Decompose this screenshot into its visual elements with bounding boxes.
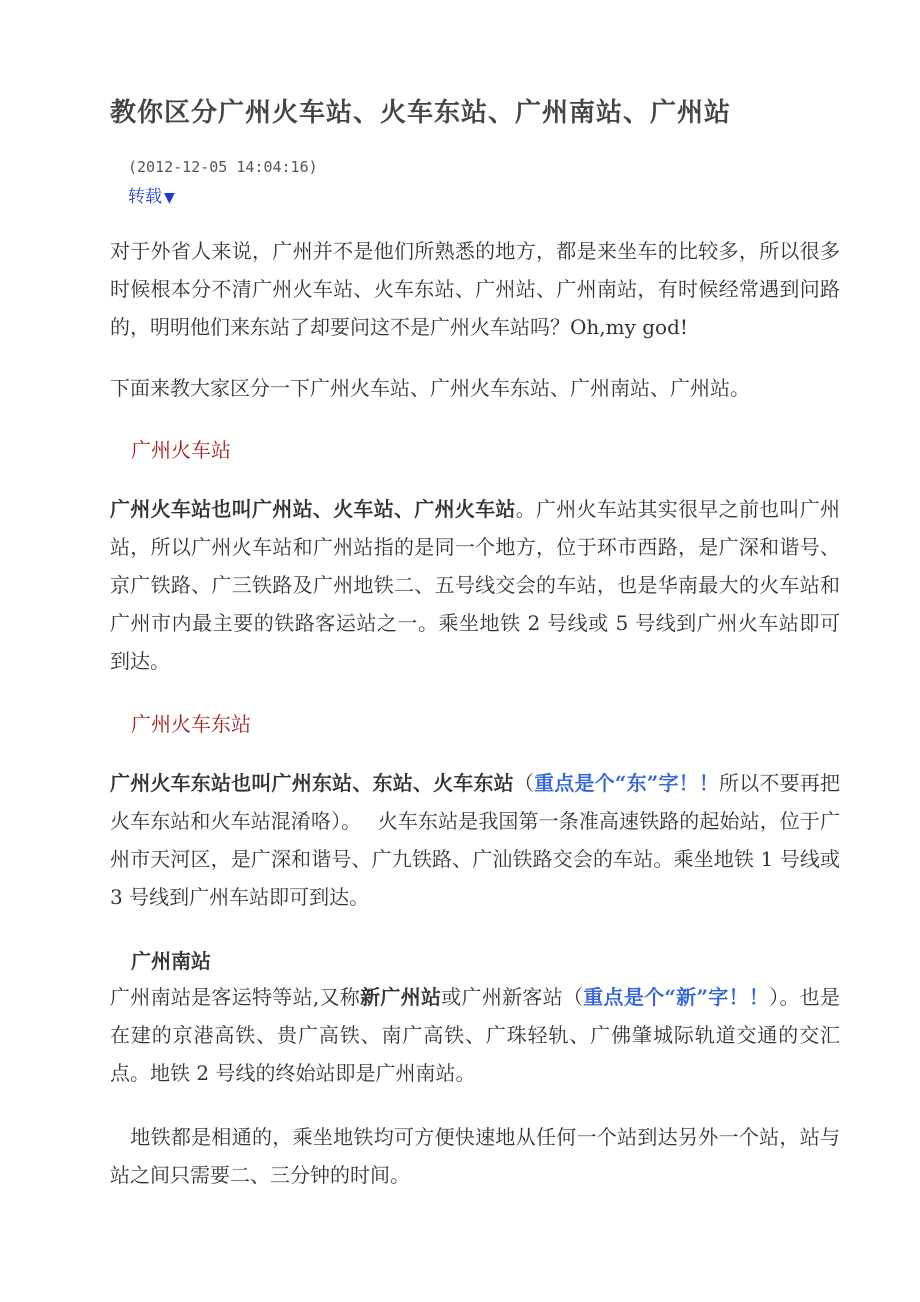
section-paragraph-south-station: [110, 978, 840, 1092]
section-paragraph-guangzhou-station: [110, 490, 840, 680]
paren-open: （: [513, 771, 535, 795]
section-body-text: 。广州火车站其实很早之前也叫广州站，所以广州火车站和广州站指的是同一个地方，位于环市西路，是广深和谐号、京广铁路、广三铁路及广州地铁二、五号线交会的车站，也是华南最大的火车站和广州市内最主要的铁路客运站之一。乘坐地铁 2 号线或 5 号线到广州火车站即可到达。: [110, 497, 841, 673]
triangle-down-icon: ▼: [164, 190, 175, 206]
section-body-text-a: 广州南站是客运特等站,又称: [110, 985, 361, 1009]
section-heading-east-station: 广州火车东站: [131, 712, 251, 736]
emphasis-note: 重点是个“东”字！！: [534, 771, 720, 795]
station-alias: 新广州站: [360, 985, 442, 1009]
page-title: 教你区分广州火车站、火车东站、广州南站、广州站: [110, 98, 732, 128]
repost-link[interactable]: [128, 182, 175, 207]
section-heading-south-station: 广州南站: [131, 949, 211, 973]
section-paragraph-east-station: [110, 764, 840, 916]
station-aliases: 广州火车东站也叫广州东站、东站、火车东站: [110, 771, 514, 795]
section-heading-guangzhou-station: 广州火车站: [131, 438, 231, 462]
repost-label: 转载: [128, 187, 162, 207]
section-body-text-b: 或广州新客站（: [441, 985, 584, 1009]
section-body-text: 所以不要再把火车东站和火车站混淆咯）。 火车东站是我国第一条准高速铁路的起始站，位于广州市天河区，是广深和谐号、广九铁路、广汕铁路交会的车站。乘坐地铁 1 号线或 3 号线到广州车站即可到达。: [110, 771, 841, 909]
post-timestamp: (2012-12-05 14:04:16): [128, 158, 318, 176]
section-body-text-c: ）。也是在建的京港高铁、贵广高铁、南广高铁、广珠轻轨、广佛肇城际轨道交通的交汇点。地铁 2 号线的终始站即是广州南站。: [110, 985, 841, 1085]
intro-summary-paragraph: 下面来教大家区分一下广州火车站、广州火车东站、广州南站、广州站。: [110, 376, 750, 400]
closing-paragraph: 地铁都是相通的，乘坐地铁均可方便快速地从任何一个站到达另外一个站，站与站之间只需要二、三分钟的时间。: [110, 1125, 840, 1187]
emphasis-note: 重点是个“新”字！！: [583, 985, 770, 1009]
station-aliases: 广州火车站也叫广州站、火车站、广州火车站: [110, 497, 516, 521]
intro-paragraph: 对于外省人来说，广州并不是他们所熟悉的地方，都是来坐车的比较多，所以很多时候根本分不清广州火车站、火车东站、广州站、广州南站，有时候经常遇到问路的，明明他们来东站了却要问这不是广州火车站吗？Oh,my god!: [110, 239, 840, 339]
